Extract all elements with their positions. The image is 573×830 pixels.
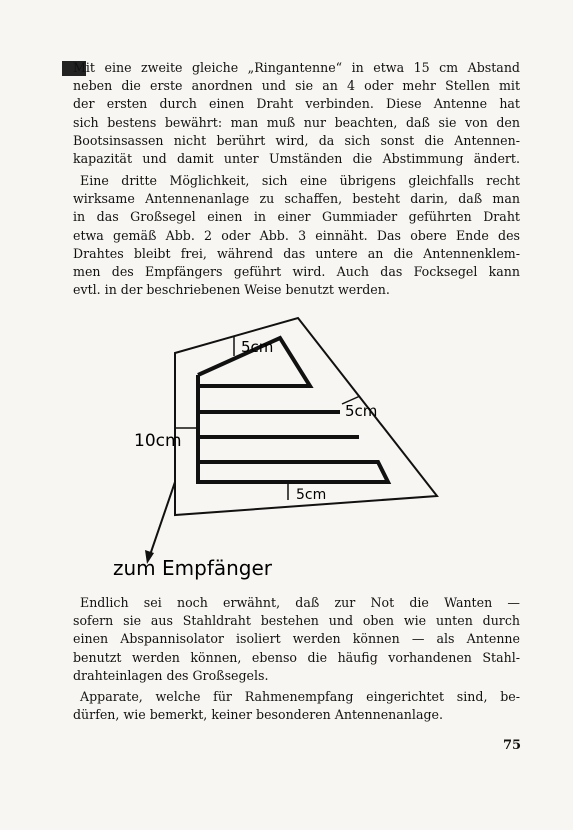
text-line: kapazität und damit unter Umständen die Abstimmung ändert.	[73, 151, 520, 167]
lead-wire	[150, 482, 175, 555]
label-bottom: 5cm	[296, 487, 327, 503]
text-line: men des Empfängers geführt wird. Auch das Focksegel kann	[73, 264, 520, 280]
text-line: benutzt werden können, ebenso die häufig vorhandenen Stahl-	[73, 649, 520, 665]
text-line: Drahtes bleibt frei, während das untere an die Antennenklem-	[73, 245, 520, 261]
text-line: Endlich sei noch erwähnt, daß zur Not die Wanten —	[80, 595, 520, 610]
text-line: wirksame Antennenanlage zu schaffen, besteht darin, daß man	[73, 191, 520, 207]
paragraph-4	[73, 688, 520, 724]
text-line: sofern sie aus Stahldraht bestehen und oben wie unten durch	[73, 613, 520, 629]
figure-caption: zum Empfänger	[113, 556, 273, 580]
text-line: etwa gemäß Abb. 2 oder Abb. 3 einnäht. Das obere Ende des	[73, 227, 520, 243]
text-line: Eine dritte Möglichkeit, sich eine übrigens gleichfalls recht	[80, 173, 520, 188]
text-line: dürfen, wie bemerkt, keiner besonderen Antennenanlage.	[73, 707, 443, 723]
text-line: in das Großsegel einen in einer Gummiader geführten Draht	[73, 209, 520, 225]
text-line: Apparate, welche für Rahmenempfang eingerichtet sind, be-	[80, 689, 520, 704]
text-line: evtl. in der beschriebenen Weise benutzt werden.	[73, 282, 390, 298]
text-line: der ersten durch einen Draht verbinden. Diese Antenne hat	[73, 96, 520, 112]
text-line: Mit eine zweite gleiche „Ringantenne“ in etwa 15 cm Abstand	[73, 60, 520, 75]
text-line: sich bestens bewährt: man muß nur beachten, daß sie von den	[73, 114, 520, 130]
label-top: 5cm	[241, 338, 274, 356]
text-line: einen Abspannisolator isoliert werden können — als Antenne	[73, 631, 520, 647]
label-left: 10cm	[134, 431, 182, 451]
sail-outline	[175, 318, 437, 515]
text-line: neben die erste anordnen und sie an 4 oder mehr Stellen mit	[73, 78, 520, 94]
page-number: 75	[503, 738, 522, 753]
text-line: Bootsinsassen nicht berührt wird, da sich sonst die Antennen-	[73, 132, 520, 148]
text-line: drahteinlagen des Großsegels.	[73, 667, 269, 683]
paragraph-3	[73, 594, 520, 685]
label-right: 5cm	[345, 402, 378, 420]
